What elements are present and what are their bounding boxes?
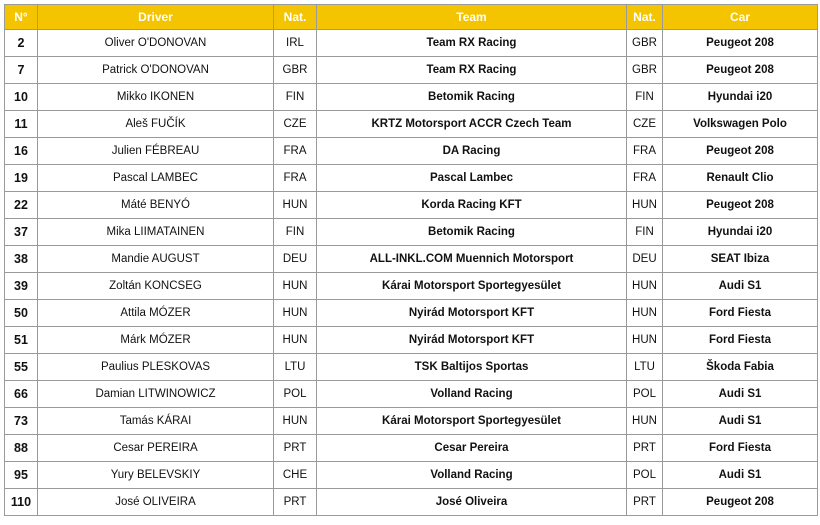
header-driver-nat: Nat. <box>274 5 317 30</box>
entry-number: 39 <box>5 273 38 300</box>
table-row <box>5 489 818 516</box>
car-model: Renault Clio <box>663 165 818 192</box>
team-name: DA Racing <box>317 138 627 165</box>
car-model: Peugeot 208 <box>663 489 818 516</box>
driver-name: José OLIVEIRA <box>38 489 274 516</box>
driver-name: Aleš FUČÍK <box>38 111 274 138</box>
driver-name: Damian LITWINOWICZ <box>38 381 274 408</box>
driver-name: Zoltán KONCSEG <box>38 273 274 300</box>
team-name: Pascal Lambec <box>317 165 627 192</box>
table-row <box>5 381 818 408</box>
team-nationality: PRT <box>627 489 663 516</box>
driver-nationality: DEU <box>274 246 317 273</box>
driver-name: Oliver O'DONOVAN <box>38 30 274 57</box>
entry-number: 66 <box>5 381 38 408</box>
car-model: Škoda Fabia <box>663 354 818 381</box>
car-model: Peugeot 208 <box>663 192 818 219</box>
driver-nationality: FRA <box>274 165 317 192</box>
driver-nationality: PRT <box>274 435 317 462</box>
entry-list <box>4 4 817 516</box>
table-row <box>5 192 818 219</box>
team-nationality: HUN <box>627 408 663 435</box>
table-row <box>5 327 818 354</box>
driver-name: Julien FÉBREAU <box>38 138 274 165</box>
entry-number: 16 <box>5 138 38 165</box>
driver-name: Mandie AUGUST <box>38 246 274 273</box>
driver-name: Máté BENYÓ <box>38 192 274 219</box>
entry-number: 88 <box>5 435 38 462</box>
team-name: Kárai Motorsport Sportegyesület <box>317 408 627 435</box>
car-model: Volkswagen Polo <box>663 111 818 138</box>
car-model: Ford Fiesta <box>663 300 818 327</box>
table-row <box>5 300 818 327</box>
header-team-nat: Nat. <box>627 5 663 30</box>
team-name: Betomik Racing <box>317 84 627 111</box>
table-row <box>5 219 818 246</box>
table-row <box>5 111 818 138</box>
entry-number: 37 <box>5 219 38 246</box>
table-row <box>5 462 818 489</box>
team-name: Betomik Racing <box>317 219 627 246</box>
entry-number: 50 <box>5 300 38 327</box>
car-model: Audi S1 <box>663 408 818 435</box>
driver-name: Mika LIIMATAINEN <box>38 219 274 246</box>
team-nationality: HUN <box>627 327 663 354</box>
team-nationality: DEU <box>627 246 663 273</box>
entry-list-table <box>4 4 818 516</box>
driver-nationality: FIN <box>274 84 317 111</box>
table-row <box>5 408 818 435</box>
table-row <box>5 30 818 57</box>
table-row <box>5 246 818 273</box>
car-model: Peugeot 208 <box>663 30 818 57</box>
team-name: TSK Baltijos Sportas <box>317 354 627 381</box>
entry-number: 11 <box>5 111 38 138</box>
driver-nationality: PRT <box>274 489 317 516</box>
driver-nationality: CZE <box>274 111 317 138</box>
team-nationality: PRT <box>627 435 663 462</box>
entry-number: 51 <box>5 327 38 354</box>
team-nationality: HUN <box>627 273 663 300</box>
team-nationality: FRA <box>627 165 663 192</box>
driver-name: Tamás KÁRAI <box>38 408 274 435</box>
team-name: KRTZ Motorsport ACCR Czech Team <box>317 111 627 138</box>
table-header-row <box>5 5 818 30</box>
driver-nationality: POL <box>274 381 317 408</box>
driver-name: Mikko IKONEN <box>38 84 274 111</box>
entry-number: 2 <box>5 30 38 57</box>
driver-nationality: FIN <box>274 219 317 246</box>
team-name: Cesar Pereira <box>317 435 627 462</box>
team-nationality: POL <box>627 462 663 489</box>
entry-number: 110 <box>5 489 38 516</box>
team-nationality: LTU <box>627 354 663 381</box>
table-row <box>5 138 818 165</box>
header-team: Team <box>317 5 627 30</box>
driver-nationality: FRA <box>274 138 317 165</box>
table-row <box>5 273 818 300</box>
driver-nationality: HUN <box>274 327 317 354</box>
entry-number: 19 <box>5 165 38 192</box>
driver-nationality: HUN <box>274 300 317 327</box>
entry-number: 55 <box>5 354 38 381</box>
team-nationality: GBR <box>627 30 663 57</box>
header-car: Car <box>663 5 818 30</box>
team-name: Nyirád Motorsport KFT <box>317 300 627 327</box>
driver-name: Attila MÓZER <box>38 300 274 327</box>
team-name: Volland Racing <box>317 462 627 489</box>
driver-name: Patrick O'DONOVAN <box>38 57 274 84</box>
driver-nationality: GBR <box>274 57 317 84</box>
team-name: Volland Racing <box>317 381 627 408</box>
team-name: Nyirád Motorsport KFT <box>317 327 627 354</box>
driver-name: Pascal LAMBEC <box>38 165 274 192</box>
car-model: Peugeot 208 <box>663 138 818 165</box>
team-nationality: GBR <box>627 57 663 84</box>
car-model: Audi S1 <box>663 462 818 489</box>
table-row <box>5 84 818 111</box>
team-nationality: FRA <box>627 138 663 165</box>
driver-nationality: LTU <box>274 354 317 381</box>
driver-name: Cesar PEREIRA <box>38 435 274 462</box>
car-model: Ford Fiesta <box>663 435 818 462</box>
car-model: Audi S1 <box>663 381 818 408</box>
car-model: Ford Fiesta <box>663 327 818 354</box>
table-body <box>5 30 818 516</box>
team-name: José Oliveira <box>317 489 627 516</box>
table-row <box>5 165 818 192</box>
driver-nationality: HUN <box>274 192 317 219</box>
driver-name: Yury BELEVSKIY <box>38 462 274 489</box>
team-nationality: POL <box>627 381 663 408</box>
entry-number: 73 <box>5 408 38 435</box>
header-number: N° <box>5 5 38 30</box>
car-model: Hyundai i20 <box>663 219 818 246</box>
team-nationality: HUN <box>627 300 663 327</box>
team-nationality: HUN <box>627 192 663 219</box>
car-model: Audi S1 <box>663 273 818 300</box>
entry-number: 95 <box>5 462 38 489</box>
team-nationality: CZE <box>627 111 663 138</box>
team-name: Korda Racing KFT <box>317 192 627 219</box>
header-driver: Driver <box>38 5 274 30</box>
entry-number: 22 <box>5 192 38 219</box>
driver-nationality: HUN <box>274 408 317 435</box>
entry-number: 38 <box>5 246 38 273</box>
driver-name: Márk MÓZER <box>38 327 274 354</box>
driver-name: Paulius PLESKOVAS <box>38 354 274 381</box>
team-nationality: FIN <box>627 84 663 111</box>
driver-nationality: CHE <box>274 462 317 489</box>
entry-number: 7 <box>5 57 38 84</box>
table-row <box>5 57 818 84</box>
team-name: ALL-INKL.COM Muennich Motorsport <box>317 246 627 273</box>
car-model: Peugeot 208 <box>663 57 818 84</box>
team-name: Kárai Motorsport Sportegyesület <box>317 273 627 300</box>
team-nationality: FIN <box>627 219 663 246</box>
car-model: SEAT Ibiza <box>663 246 818 273</box>
entry-number: 10 <box>5 84 38 111</box>
car-model: Hyundai i20 <box>663 84 818 111</box>
team-name: Team RX Racing <box>317 57 627 84</box>
table-row <box>5 435 818 462</box>
table-row <box>5 354 818 381</box>
driver-nationality: HUN <box>274 273 317 300</box>
team-name: Team RX Racing <box>317 30 627 57</box>
driver-nationality: IRL <box>274 30 317 57</box>
